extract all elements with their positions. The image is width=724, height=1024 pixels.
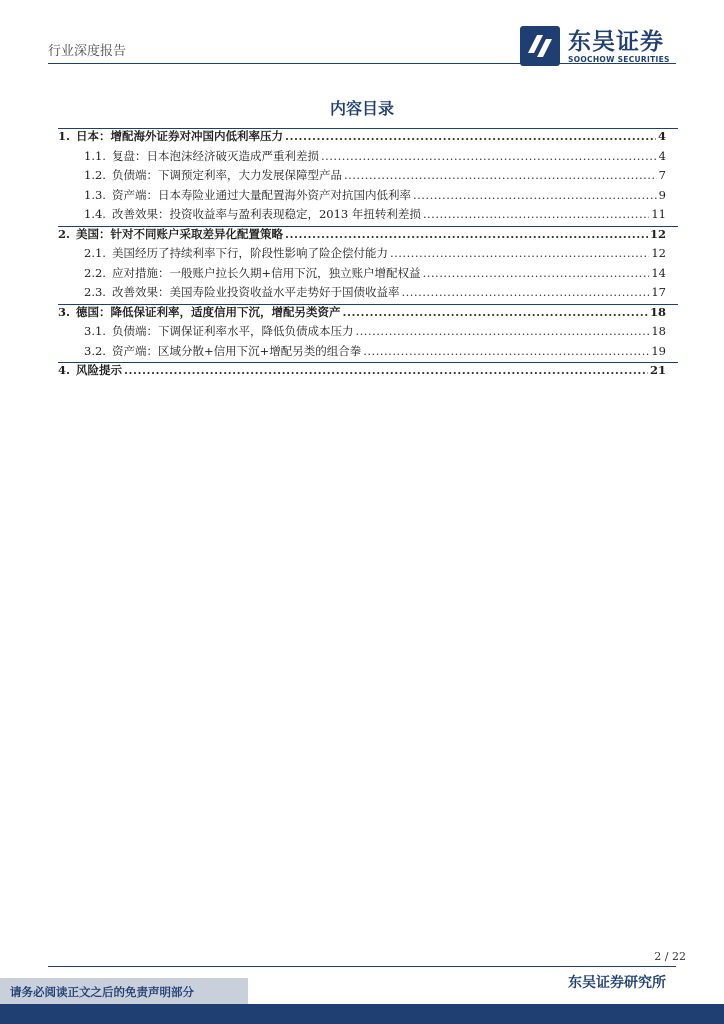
toc-leader-dots (285, 129, 656, 143)
toc-item-page: 18 (651, 324, 666, 338)
table-of-contents (58, 128, 666, 382)
toc-subsection[interactable] (58, 265, 666, 285)
toc-title: 内容目录 (329, 99, 394, 118)
toc-item-title: 复盘：日本泡沫经济破灭造成严重利差损 (111, 148, 319, 163)
toc-item-number: 2. (58, 226, 71, 241)
toc-leader-dots (355, 324, 649, 338)
toc-item-page: 19 (651, 343, 666, 358)
toc-leader-dots (390, 246, 649, 260)
toc-item-number: 3.2. (84, 343, 106, 358)
toc-item-title: 美国经历了持续利率下行，阶段性影响了险企偿付能力 (111, 246, 388, 260)
brand-name-cn: 东吴证券 (568, 28, 664, 55)
report-type-label: 行业深度报告 (48, 44, 127, 59)
toc-subsection[interactable] (58, 187, 666, 207)
toc-item-number: 3.1. (84, 324, 106, 338)
toc-item-page: 12 (649, 226, 666, 241)
toc-leader-dots (343, 305, 648, 319)
toc-item-number: 2.1. (84, 246, 106, 260)
toc-item-title: 应对措施：一般账户拉长久期+信用下沉，独立账户增配权益 (111, 265, 421, 280)
toc-item-number: 2.2. (84, 265, 106, 280)
toc-item-title: 资产端：区域分散+信用下沉+增配另类的组合拳 (111, 343, 362, 358)
footer-bar (0, 1004, 724, 1024)
brand-logo (520, 26, 670, 66)
footer-institute: 东吴证券研究所 (568, 975, 666, 991)
toc-leader-dots (363, 344, 649, 358)
toc-section-rule (58, 226, 678, 227)
toc-section-rule (58, 304, 678, 305)
toc-leader-dots (413, 188, 657, 202)
toc-section-rule (58, 128, 678, 129)
toc-leader-dots (285, 227, 648, 241)
toc-subsection[interactable] (58, 284, 666, 304)
toc-leader-dots (124, 363, 648, 377)
toc-item-page: 9 (658, 187, 666, 202)
soochow-logo-icon (520, 26, 560, 66)
toc-item-title: 德国：降低保证利率，适度信用下沉，增配另类资产 (76, 304, 341, 319)
toc-item-number: 2.3. (84, 285, 106, 299)
toc-subsection[interactable] (58, 167, 666, 187)
toc-subsection[interactable] (58, 206, 666, 226)
toc-item-title: 改善效果：投资收益率与盈利表现稳定，2013 年扭转利差损 (111, 207, 421, 221)
page-number: 2 / 22 (654, 950, 686, 963)
toc-item-page: 4 (658, 148, 666, 163)
toc-item-number: 4. (58, 363, 71, 377)
toc-section[interactable] (58, 226, 666, 246)
toc-item-number: 1. (58, 129, 71, 143)
toc-item-page: 11 (651, 207, 666, 221)
toc-subsection[interactable] (58, 323, 666, 343)
toc-item-number: 1.4. (84, 207, 106, 221)
toc-leader-dots (423, 207, 649, 221)
toc-item-page: 21 (649, 363, 666, 377)
toc-item-page: 17 (651, 285, 666, 299)
toc-subsection[interactable] (58, 343, 666, 363)
toc-subsection[interactable] (58, 148, 666, 168)
toc-item-number: 1.2. (84, 168, 106, 182)
toc-item-title: 日本：增配海外证券对冲国内低利率压力 (76, 129, 284, 143)
toc-section[interactable] (58, 362, 666, 382)
toc-item-number: 3. (58, 304, 71, 319)
toc-item-page: 14 (651, 265, 666, 280)
toc-item-page: 18 (649, 304, 666, 319)
toc-leader-dots (423, 266, 650, 280)
toc-leader-dots (401, 285, 649, 299)
toc-item-page: 4 (657, 129, 666, 143)
toc-section-rule (58, 362, 678, 363)
disclaimer-link[interactable]: 请务必阅读正文之后的免责声明部分 (10, 985, 194, 999)
toc-leader-dots (321, 149, 657, 163)
toc-item-title: 风险提示 (76, 363, 123, 377)
toc-item-page: 7 (658, 168, 666, 182)
footer-divider (48, 966, 676, 967)
brand-name-en: SOOCHOW SECURITIES (568, 54, 670, 64)
toc-item-page: 12 (651, 246, 666, 260)
toc-item-title: 改善效果：美国寿险业投资收益水平走势好于国债收益率 (111, 285, 400, 299)
toc-item-number: 1.3. (84, 187, 106, 202)
toc-item-title: 负债端：下调预定利率，大力发展保障型产品 (111, 168, 342, 182)
toc-item-title: 资产端：日本寿险业通过大量配置海外资产对抗国内低利率 (111, 187, 411, 202)
header-divider (48, 63, 676, 64)
toc-section[interactable] (58, 128, 666, 148)
toc-item-number: 1.1. (84, 148, 106, 163)
toc-leader-dots (344, 168, 657, 182)
toc-item-title: 美国：针对不同账户采取差异化配置策略 (76, 226, 284, 241)
toc-item-title: 负债端：下调保证利率水平，降低负债成本压力 (111, 324, 354, 338)
toc-section[interactable] (58, 304, 666, 324)
toc-subsection[interactable] (58, 245, 666, 265)
